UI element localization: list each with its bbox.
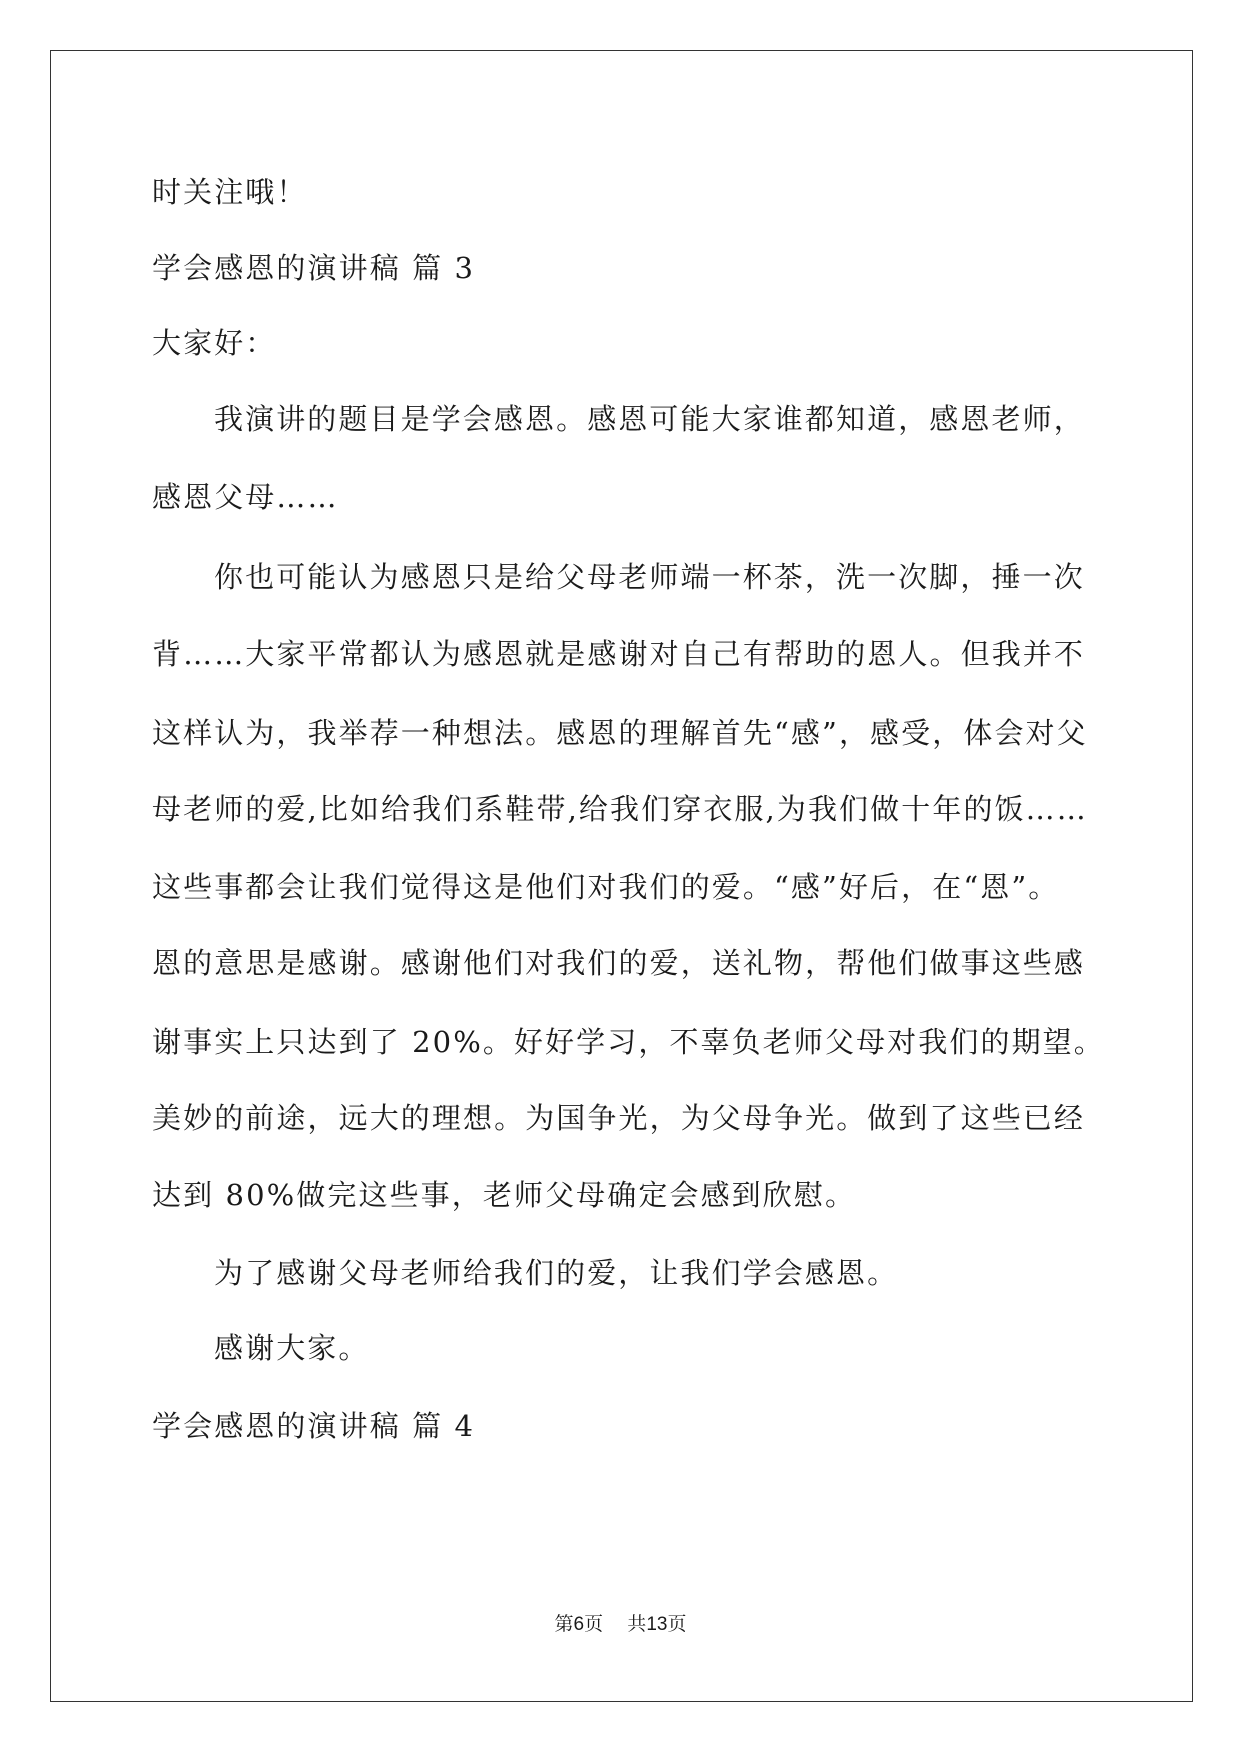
paragraph-line: 这样认为，我举荐一种想法。感恩的理解首先“感”，感受，体会对父: [152, 716, 1088, 750]
paragraph-line: 背……大家平常都认为感恩就是感谢对自己有帮助的恩人。但我并不: [152, 637, 1086, 671]
paragraph-line: 谢事实上只达到了 20%。好好学习，不辜负老师父母对我们的期望。: [152, 1025, 1105, 1059]
total-prefix: 共: [627, 1613, 647, 1635]
page-prefix: 第: [554, 1613, 574, 1635]
total-suffix: 页: [667, 1613, 687, 1635]
paragraph-line: 这些事都会让我们觉得这是他们对我们的爱。“感”好后，在“恩”。: [152, 870, 1060, 904]
paragraph-line: 母老师的爱,比如给我们系鞋带,给我们穿衣服,为我们做十年的饭……: [152, 792, 1088, 826]
paragraph-line: 为了感谢父母老师给我们的爱，让我们学会感恩。: [214, 1256, 899, 1290]
paragraph-line: 我演讲的题目是学会感恩。感恩可能大家谁都知道，感恩老师，: [214, 402, 1085, 436]
closing-line: 感谢大家。: [214, 1331, 370, 1365]
total-pages: 13: [646, 1614, 668, 1635]
text-line: 时关注哦！: [152, 175, 308, 209]
paragraph-line: 你也可能认为感恩只是给父母老师端一杯茶，洗一次脚，捶一次: [214, 560, 1085, 594]
page-number: 6: [573, 1614, 585, 1635]
salutation: 大家好：: [152, 326, 277, 360]
paragraph-line: 感恩父母……: [152, 480, 339, 514]
paragraph-line: 美妙的前途，远大的理想。为国争光，为父母争光。做到了这些已经: [152, 1101, 1086, 1135]
paragraph-line: 达到 80%做完这些事，老师父母确定会感到欣慰。: [152, 1178, 857, 1212]
paragraph-line: 恩的意思是感谢。感谢他们对我们的爱，送礼物，帮他们做事这些感: [152, 946, 1086, 980]
section-heading: 学会感恩的演讲稿 篇 3: [152, 251, 476, 285]
section-heading: 学会感恩的演讲稿 篇 4: [152, 1409, 476, 1443]
page-suffix: 页: [584, 1613, 604, 1635]
page-footer: [0, 1611, 1241, 1638]
